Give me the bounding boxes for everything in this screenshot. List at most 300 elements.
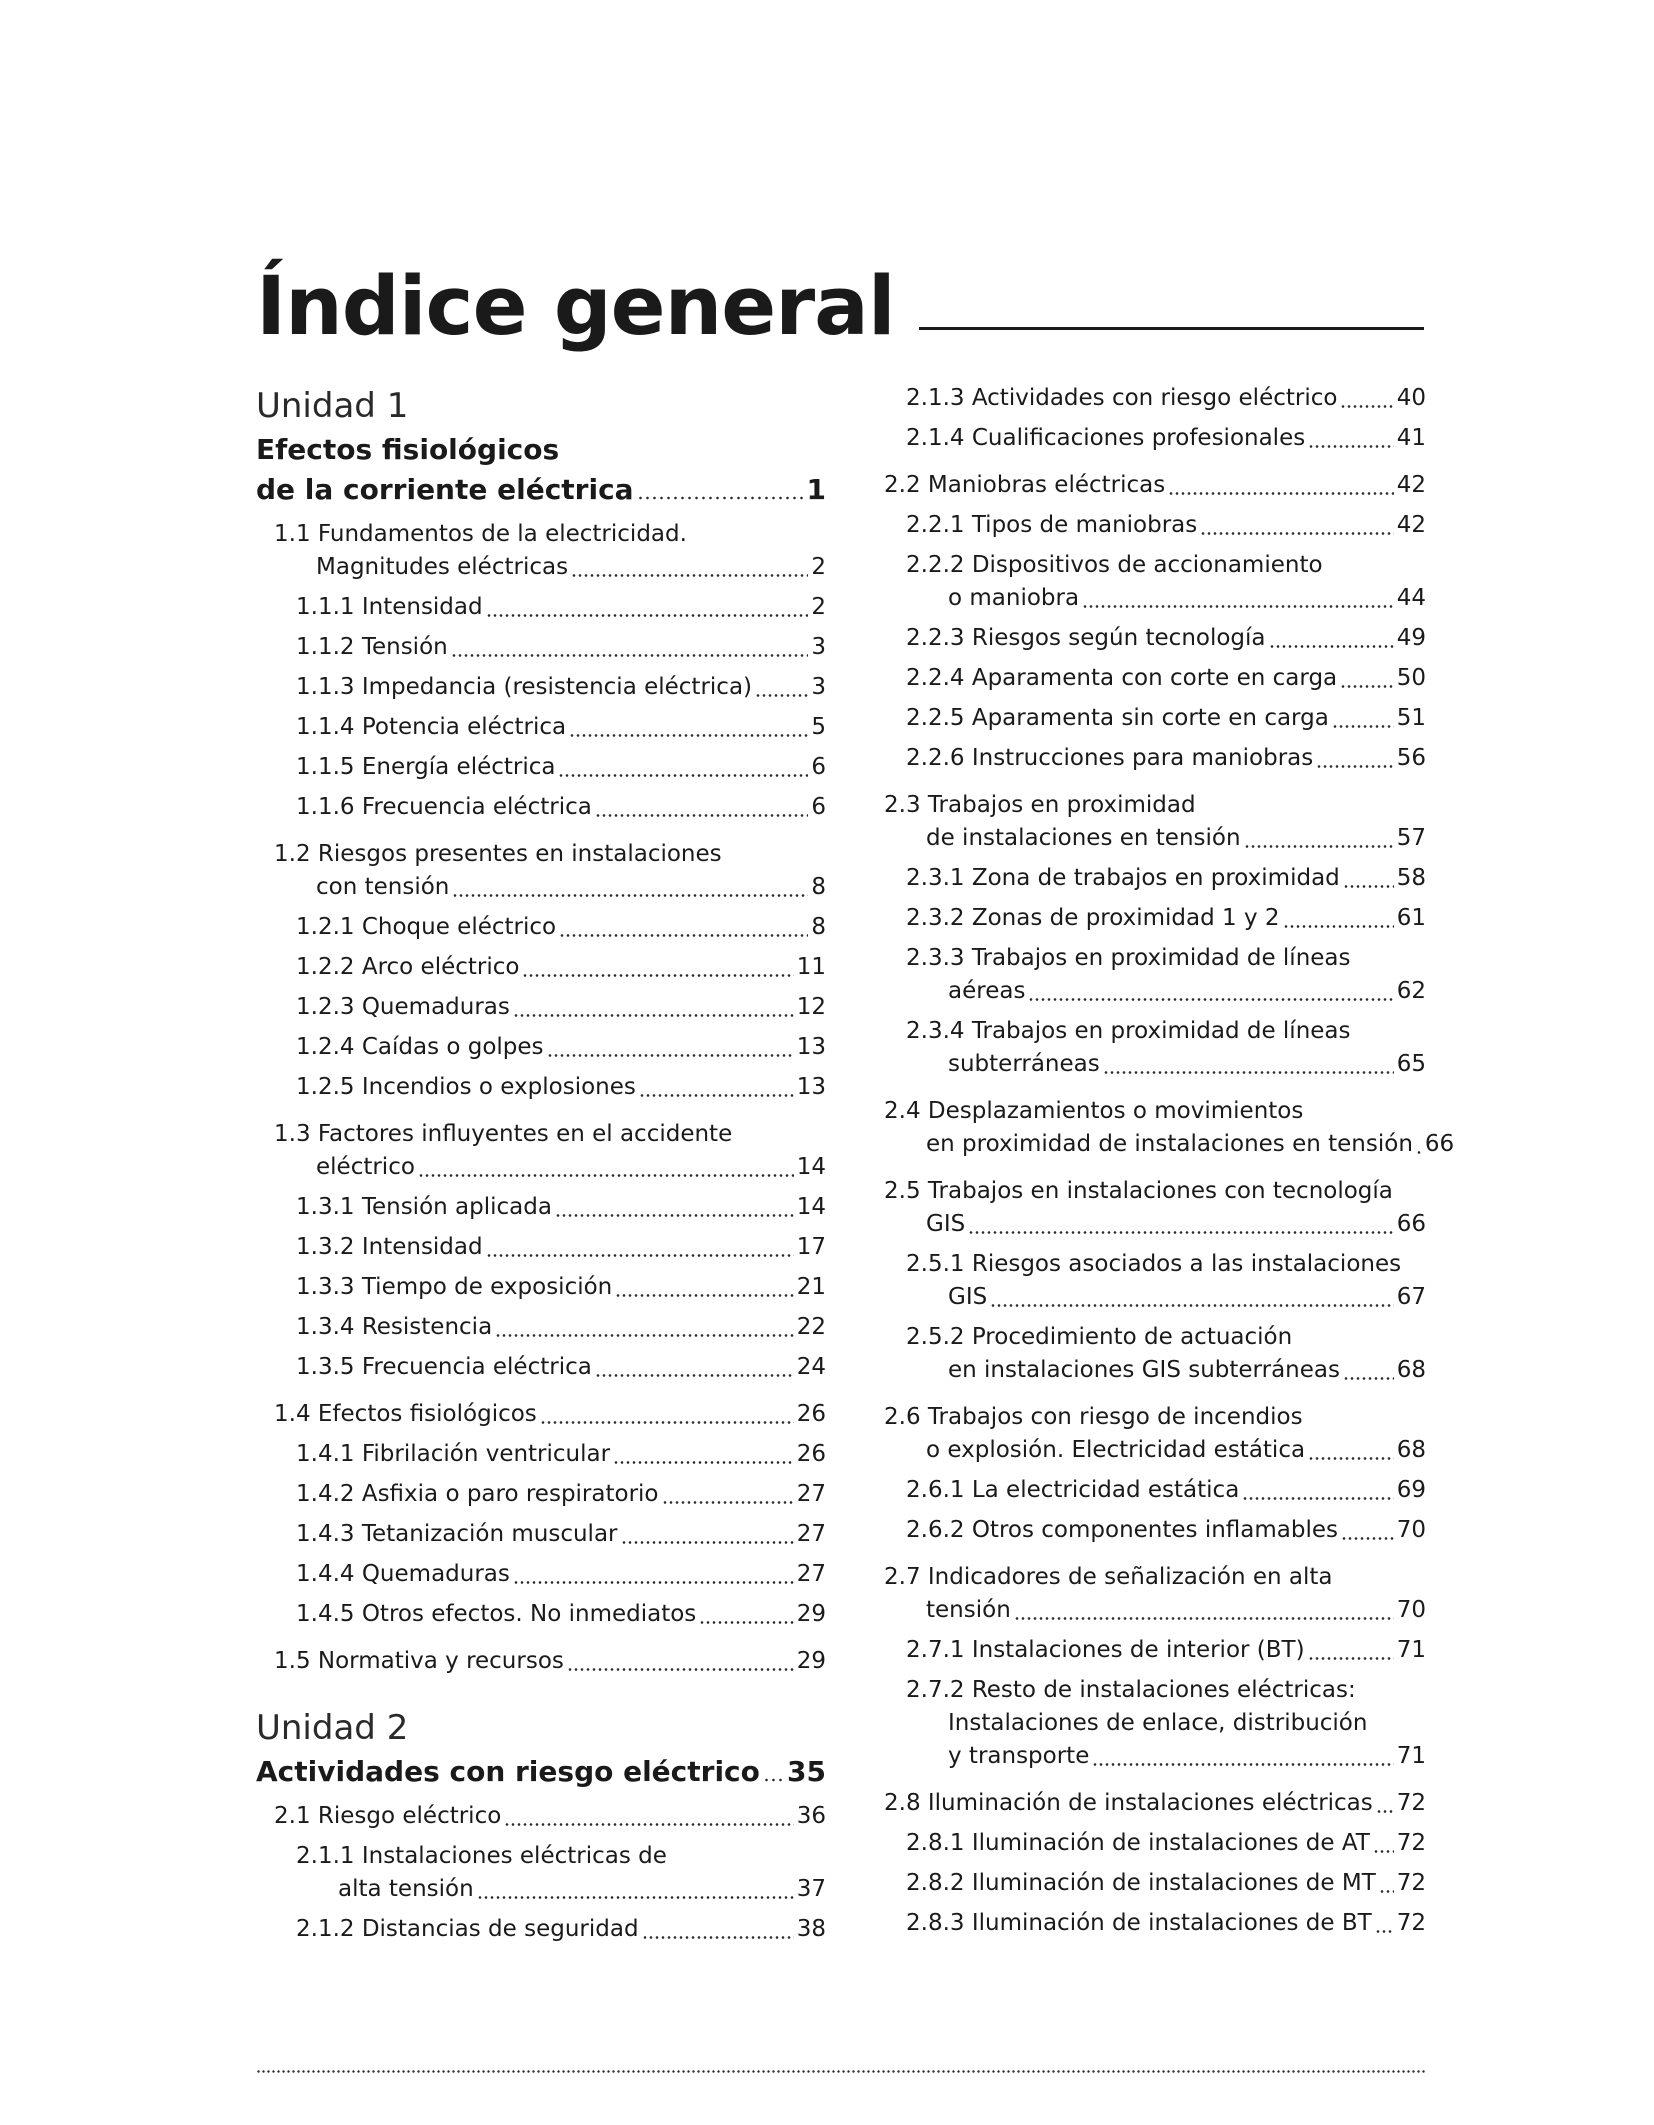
dot-leader xyxy=(1340,405,1393,408)
unit-label: Unidad 2 xyxy=(256,1708,409,1748)
unit-title-entry-text: de la corriente eléctrica xyxy=(256,473,634,506)
page-number: 41 xyxy=(1396,425,1426,451)
toc-entry-line xyxy=(906,1867,1426,1900)
toc-subsection[interactable] xyxy=(256,1191,826,1224)
toc-entry-text: 2.6 Trabajos con riesgo de incendios xyxy=(884,1404,1303,1430)
page-number: 38 xyxy=(796,1916,826,1942)
toc-entry-line xyxy=(906,1281,1426,1314)
dot-leader xyxy=(1341,1537,1394,1540)
toc-entry-line xyxy=(296,791,826,824)
toc-entry-line xyxy=(296,1558,826,1591)
toc-entry-line-text: 1.2.2 Arco eléctrico xyxy=(296,954,520,980)
toc-entry-line xyxy=(296,1598,826,1631)
page-number: 42 xyxy=(1396,472,1426,498)
page-number: 72 xyxy=(1396,1790,1426,1816)
toc-entry-line xyxy=(296,631,826,664)
dot-leader xyxy=(513,1581,794,1584)
toc-entry-line-text: aéreas xyxy=(948,978,1026,1004)
page-number: 37 xyxy=(796,1876,826,1902)
dot-leader xyxy=(1082,605,1394,608)
dot-leader xyxy=(555,1214,794,1217)
toc-subsection[interactable] xyxy=(866,382,1426,415)
dot-leader xyxy=(522,974,793,977)
dot-leader xyxy=(569,734,808,737)
toc-entry-line-text: 2.2.3 Riesgos según tecnología xyxy=(906,625,1266,651)
dot-leader xyxy=(1308,445,1394,448)
dot-leader xyxy=(558,774,808,777)
page-number: 70 xyxy=(1396,1517,1426,1543)
toc-entry-line xyxy=(906,702,1426,735)
dot-leader xyxy=(1308,1457,1394,1460)
dot-leader xyxy=(1283,925,1394,928)
toc-entry-line-text: 1.3.2 Intensidad xyxy=(296,1234,483,1260)
toc-entry-line xyxy=(906,509,1426,542)
dot-leader xyxy=(547,1054,794,1057)
toc-entry-line-text: 1.3.3 Tiempo de exposición xyxy=(296,1274,613,1300)
toc-subsection[interactable] xyxy=(256,1913,826,1946)
toc-section[interactable] xyxy=(256,1398,826,1431)
dot-leader xyxy=(1103,1071,1394,1074)
toc-entry-line xyxy=(906,1827,1426,1860)
toc-entry-text: 1.3 Factores influyentes en el accidente xyxy=(274,1121,733,1147)
toc-entry-line-text: 1.3.1 Tensión aplicada xyxy=(296,1194,552,1220)
toc-entry-line-text: 2.8.2 Iluminación de instalaciones de MT xyxy=(906,1870,1376,1896)
toc-entry-line xyxy=(906,1474,1426,1507)
toc-entry-line xyxy=(884,1128,1455,1161)
page-number: 57 xyxy=(1396,825,1426,851)
toc-entry-line-text: 1.4.3 Tetanización muscular xyxy=(296,1521,618,1547)
toc-entry-line xyxy=(906,1740,1426,1773)
toc-entry-line xyxy=(296,591,826,624)
page-number: 14 xyxy=(796,1194,826,1220)
toc-entry-line-text: 2.8 Iluminación de instalaciones eléctricas xyxy=(884,1790,1373,1816)
toc-entry-line-text: 1.4.2 Asfixia o paro respiratorio xyxy=(296,1481,659,1507)
toc-entry-line-text: 1.1.3 Impedancia (resistencia eléctrica) xyxy=(296,674,753,700)
page-number: 3 xyxy=(811,674,826,700)
toc-subsection[interactable] xyxy=(256,911,826,944)
page-number: 8 xyxy=(811,914,826,940)
toc-column-left xyxy=(256,382,826,1953)
dot-leader xyxy=(1269,645,1394,648)
toc-entry-line-text: 2.1 Riesgo eléctrico xyxy=(274,1803,502,1829)
toc-subsection[interactable] xyxy=(866,942,1426,1008)
toc-subsection[interactable] xyxy=(256,1840,826,1906)
toc-subsection[interactable] xyxy=(866,1634,1426,1667)
page-number: 56 xyxy=(1396,745,1426,771)
toc-entry-line-text: o maniobra xyxy=(948,585,1080,611)
toc-section[interactable] xyxy=(866,1787,1426,1820)
toc-entry-line xyxy=(906,862,1426,895)
dot-leader xyxy=(1200,532,1393,535)
page-number: 3 xyxy=(811,634,826,660)
toc-subsection[interactable] xyxy=(866,1907,1426,1940)
toc-entry-line-text: 1.4.4 Quemaduras xyxy=(296,1561,510,1587)
dot-leader xyxy=(495,1334,794,1337)
toc-entry-text: 2.7.2 Resto de instalaciones eléctricas: xyxy=(906,1677,1356,1703)
toc-entry-line-text: 1.4 Efectos fisiológicos xyxy=(274,1401,537,1427)
toc-subsection[interactable] xyxy=(866,1674,1426,1773)
page-number: 44 xyxy=(1396,585,1426,611)
toc-section[interactable] xyxy=(866,469,1426,502)
dot-leader xyxy=(699,1621,793,1624)
toc-entry-line xyxy=(884,469,1426,502)
dot-leader xyxy=(1343,885,1394,888)
toc-entry-line xyxy=(296,951,826,984)
toc-entry-line xyxy=(906,742,1426,775)
page-number: 72 xyxy=(1396,1910,1426,1936)
toc-entry-line-text: 1.5 Normativa y recursos xyxy=(274,1648,564,1674)
dot-leader xyxy=(1316,765,1393,768)
toc-entry-line xyxy=(274,1800,826,1833)
unit-title xyxy=(256,430,826,510)
dot-leader xyxy=(1242,1497,1393,1500)
toc-entry-text: 2.2.2 Dispositivos de accionamiento xyxy=(906,552,1323,578)
page-number: 13 xyxy=(796,1034,826,1060)
dot-leader xyxy=(968,1231,1394,1234)
page-number: 58 xyxy=(1396,865,1426,891)
toc-entry-line xyxy=(274,1398,826,1431)
toc-entry-line xyxy=(884,1787,1426,1820)
page-number: 69 xyxy=(1396,1477,1426,1503)
toc-entry-line xyxy=(906,662,1426,695)
dot-leader xyxy=(452,894,808,897)
toc-entry-line xyxy=(296,991,826,1024)
toc-entry-text: 2.5.1 Riesgos asociados a las instalaciones xyxy=(906,1251,1402,1277)
toc-subsection[interactable] xyxy=(866,549,1426,615)
toc-entry-line xyxy=(274,1645,826,1678)
toc-entry-line-text: y transporte xyxy=(948,1743,1090,1769)
toc-entry-line-text: 2.2.4 Aparamenta con corte en carga xyxy=(906,665,1338,691)
toc-entry-line xyxy=(906,1354,1426,1387)
toc-entry-line-text: subterráneas xyxy=(948,1051,1100,1077)
toc-entry-text: 2.5 Trabajos en instalaciones con tecnología xyxy=(884,1178,1393,1204)
toc-entry-line xyxy=(296,751,826,784)
page-number: 67 xyxy=(1396,1284,1426,1310)
page-number: 36 xyxy=(796,1803,826,1829)
toc-entry-line xyxy=(296,911,826,944)
toc-entry-line-text: 1.2.3 Quemaduras xyxy=(296,994,510,1020)
toc-entry-line xyxy=(906,1514,1426,1547)
toc-entry-line xyxy=(296,1873,826,1906)
page-number: 11 xyxy=(796,954,826,980)
page-number: 5 xyxy=(811,714,826,740)
unit-title-line: Efectos fisiológicos xyxy=(256,433,560,466)
dot-leader xyxy=(990,1304,1394,1307)
toc-entry-text: 2.3.4 Trabajos en proximidad de líneas xyxy=(906,1018,1351,1044)
toc-entry-line-text: tensión xyxy=(926,1597,1011,1623)
page-number: 27 xyxy=(796,1481,826,1507)
toc-subsection[interactable] xyxy=(866,1827,1426,1860)
toc-entry-line xyxy=(884,1594,1426,1627)
toc-entry-line-text: en instalaciones GIS subterráneas xyxy=(948,1357,1340,1383)
dot-leader xyxy=(477,1896,794,1899)
toc-column-right xyxy=(866,382,1455,1947)
toc-entry-line-text: Magnitudes eléctricas xyxy=(316,554,569,580)
toc-section[interactable] xyxy=(866,1561,1426,1627)
toc-entry-line xyxy=(296,1191,826,1224)
toc-entry-line xyxy=(296,711,826,744)
toc-entry-line-text: 1.2.1 Choque eléctrico xyxy=(296,914,557,940)
toc-subsection[interactable] xyxy=(866,1867,1426,1900)
toc-entry-line-text: 1.2.4 Caídas o golpes xyxy=(296,1034,544,1060)
toc-entry-text: 2.3 Trabajos en proximidad xyxy=(884,792,1196,818)
page-number: 6 xyxy=(811,794,826,820)
dot-leader xyxy=(1375,1930,1394,1933)
toc-subsection[interactable] xyxy=(866,862,1426,895)
page-number: 6 xyxy=(811,754,826,780)
toc-subsection[interactable] xyxy=(866,509,1426,542)
toc-subsection[interactable] xyxy=(866,702,1426,735)
footer-dotted-rule xyxy=(256,2070,1426,2073)
toc-subsection[interactable] xyxy=(256,591,826,624)
unit-label: Unidad 1 xyxy=(256,386,409,426)
page-number: 27 xyxy=(796,1521,826,1547)
toc-section[interactable] xyxy=(256,518,826,584)
dot-leader xyxy=(513,1014,794,1017)
dot-leader xyxy=(1244,845,1394,848)
toc-entry-line-text: 1.4.5 Otros efectos. No inmediatos xyxy=(296,1601,697,1627)
toc-subsection[interactable] xyxy=(866,1474,1426,1507)
page-number: 26 xyxy=(796,1441,826,1467)
toc-entry-line xyxy=(296,1478,826,1511)
unit-title-entry-text: Actividades con riesgo eléctrico xyxy=(256,1755,760,1788)
toc-subsection[interactable] xyxy=(256,991,826,1024)
toc-entry-line-text: con tensión xyxy=(316,874,450,900)
page-number: 72 xyxy=(1396,1830,1426,1856)
toc-section[interactable] xyxy=(866,789,1426,855)
toc-entry-line-text: 2.1.4 Cualificaciones profesionales xyxy=(906,425,1306,451)
page-number: 72 xyxy=(1396,1870,1426,1896)
page-number: 70 xyxy=(1396,1597,1426,1623)
dot-leader xyxy=(486,614,809,617)
title-row xyxy=(256,238,1424,354)
toc-subsection[interactable] xyxy=(866,422,1426,455)
toc-entry-text: 2.4 Desplazamientos o movimientos xyxy=(884,1098,1304,1124)
toc-section[interactable] xyxy=(866,1401,1426,1467)
dot-leader xyxy=(1376,1810,1394,1813)
dot-leader xyxy=(1373,1850,1394,1853)
toc-entry-line xyxy=(906,902,1426,935)
toc-entry-line xyxy=(884,1434,1426,1467)
toc-entry-line-text: 2.8.1 Iluminación de instalaciones de AT xyxy=(906,1830,1370,1856)
page-number: 35 xyxy=(787,1755,826,1788)
toc-entry-line-text: de instalaciones en tensión xyxy=(926,825,1241,851)
toc-subsection[interactable] xyxy=(256,1271,826,1304)
toc-entry-line-text: 1.1.6 Frecuencia eléctrica xyxy=(296,794,592,820)
toc-entry-line xyxy=(296,671,826,704)
dot-leader xyxy=(639,1094,794,1097)
page-number: 26 xyxy=(796,1401,826,1427)
toc-entry-line xyxy=(906,382,1426,415)
unit-title-entry xyxy=(256,470,826,510)
toc-subsection[interactable] xyxy=(256,1231,826,1264)
toc-subsection[interactable] xyxy=(256,1478,826,1511)
toc-entry-line xyxy=(274,551,826,584)
page-number: 68 xyxy=(1396,1357,1426,1383)
toc-subsection[interactable] xyxy=(866,662,1426,695)
toc-entry-line-text: 2.2.1 Tipos de maniobras xyxy=(906,512,1198,538)
toc-subsection[interactable] xyxy=(256,1071,826,1104)
title-rule xyxy=(919,327,1424,330)
page-number: 66 xyxy=(1424,1131,1455,1157)
toc-entry-line-text: en proximidad de instalaciones en tensión xyxy=(926,1131,1413,1157)
toc-subsection[interactable] xyxy=(256,1351,826,1384)
toc-subsection[interactable] xyxy=(256,631,826,664)
page-number: 49 xyxy=(1396,625,1426,651)
dot-leader xyxy=(504,1823,793,1826)
page-number: 13 xyxy=(796,1074,826,1100)
dot-leader xyxy=(1343,1377,1394,1380)
toc-subsection[interactable] xyxy=(866,1248,1426,1314)
toc-subsection[interactable] xyxy=(256,1438,826,1471)
toc-entry-line xyxy=(296,1913,826,1946)
toc-entry-line-text: eléctrico xyxy=(316,1154,415,1180)
page-number: 1 xyxy=(806,473,826,506)
dot-leader xyxy=(1014,1617,1394,1620)
toc-entry-line-text: 2.3.2 Zonas de proximidad 1 y 2 xyxy=(906,905,1280,931)
page-number: 50 xyxy=(1396,665,1426,691)
dot-leader xyxy=(559,934,808,937)
dot-leader xyxy=(1340,685,1394,688)
dot-leader xyxy=(1332,725,1394,728)
toc-entry-line-text: 1.3.4 Resistencia xyxy=(296,1314,493,1340)
page-number: 14 xyxy=(796,1154,826,1180)
toc-entry-line xyxy=(296,1518,826,1551)
page-number: 66 xyxy=(1396,1211,1426,1237)
toc-subsection[interactable] xyxy=(256,1518,826,1551)
toc-subsection[interactable] xyxy=(866,1015,1426,1081)
toc-entry-line-text: 2.2 Maniobras eléctricas xyxy=(884,472,1166,498)
toc-subsection[interactable] xyxy=(866,1321,1426,1387)
toc-entry-line-text: 1.1.1 Intensidad xyxy=(296,594,483,620)
toc-subsection[interactable] xyxy=(866,622,1426,655)
toc-subsection[interactable] xyxy=(866,1514,1426,1547)
dot-leader xyxy=(486,1254,794,1257)
page-number: 61 xyxy=(1396,905,1426,931)
toc-entry-line-text: 2.6.2 Otros componentes inflamables xyxy=(906,1517,1339,1543)
dot-leader xyxy=(662,1501,794,1504)
page-number: 42 xyxy=(1396,512,1426,538)
page-number: 71 xyxy=(1396,1637,1426,1663)
dot-leader xyxy=(1092,1763,1393,1766)
toc-entry-line xyxy=(296,1071,826,1104)
toc-entry-line xyxy=(906,1048,1426,1081)
toc-entry-text: 2.7 Indicadores de señalización en alta xyxy=(884,1564,1333,1590)
toc-entry-line-text: 2.3.1 Zona de trabajos en proximidad xyxy=(906,865,1340,891)
page-number: 62 xyxy=(1396,978,1426,1004)
toc-section[interactable] xyxy=(866,1095,1455,1161)
toc-entry-line xyxy=(296,1351,826,1384)
toc-entry-text: 2.5.2 Procedimiento de actuación xyxy=(906,1324,1293,1350)
toc-section[interactable] xyxy=(866,1175,1426,1241)
dot-leader xyxy=(642,1936,794,1939)
toc-section[interactable] xyxy=(256,1800,826,1833)
toc-entry-text: 2.1.1 Instalaciones eléctricas de xyxy=(296,1843,667,1869)
toc-entry-line-text: 1.1.5 Energía eléctrica xyxy=(296,754,556,780)
toc-entry-line xyxy=(884,822,1426,855)
toc-entry-line xyxy=(906,1634,1426,1667)
toc-entry-line xyxy=(906,622,1426,655)
toc-section[interactable] xyxy=(256,838,826,904)
toc-subsection[interactable] xyxy=(256,711,826,744)
page-number: 21 xyxy=(796,1274,826,1300)
dot-leader xyxy=(451,654,809,657)
page-number: 29 xyxy=(796,1648,826,1674)
toc-entry-line-text: o explosión. Electricidad estática xyxy=(926,1437,1306,1463)
toc-entry-text: 1.1 Fundamentos de la electricidad. xyxy=(274,521,687,547)
unit-title xyxy=(256,1752,826,1792)
dot-leader xyxy=(1168,492,1393,495)
dot-leader xyxy=(595,814,809,817)
toc-section[interactable] xyxy=(256,1645,826,1678)
toc-subsection[interactable] xyxy=(866,902,1426,935)
toc-entry-line-text: 2.8.3 Iluminación de instalaciones de BT xyxy=(906,1910,1372,1936)
toc-entry-text: 1.2 Riesgos presentes en instalaciones xyxy=(274,841,722,867)
dot-leader xyxy=(613,1461,794,1464)
dot-leader xyxy=(755,694,808,697)
toc-subsection[interactable] xyxy=(256,951,826,984)
toc-entry-line xyxy=(296,1311,826,1344)
toc-entry-line xyxy=(906,582,1426,615)
dot-leader xyxy=(615,1294,793,1297)
toc-subsection[interactable] xyxy=(256,1311,826,1344)
toc-entry-line xyxy=(296,1031,826,1064)
unit-title-entry xyxy=(256,1752,826,1792)
toc-entry-line xyxy=(296,1438,826,1471)
dot-leader xyxy=(1028,998,1393,1001)
toc-entry-line-text: 2.1.2 Distancias de seguridad xyxy=(296,1916,639,1942)
page-number: 71 xyxy=(1396,1743,1426,1769)
toc-subsection[interactable] xyxy=(866,742,1426,775)
toc-entry-line xyxy=(296,1231,826,1264)
toc-entry-line-text: GIS xyxy=(926,1211,966,1237)
page-number: 8 xyxy=(811,874,826,900)
page-number: 22 xyxy=(796,1314,826,1340)
page-title: Índice general xyxy=(256,260,895,354)
toc-section[interactable] xyxy=(256,1118,826,1184)
dot-leader xyxy=(1379,1890,1394,1893)
toc-entry-line-text: GIS xyxy=(948,1284,988,1310)
toc-entry-line-text: 2.2.6 Instrucciones para maniobras xyxy=(906,745,1314,771)
toc-entry-line xyxy=(884,1208,1426,1241)
toc-entry-line-text: 2.2.5 Aparamenta sin corte en carga xyxy=(906,705,1329,731)
dot-leader xyxy=(567,1668,794,1671)
page-number: 51 xyxy=(1396,705,1426,731)
toc-entry-line xyxy=(274,1151,826,1184)
page-number: 17 xyxy=(796,1234,826,1260)
toc-entry-line-text: alta tensión xyxy=(338,1876,474,1902)
dot-leader xyxy=(1308,1657,1394,1660)
toc-entry-line xyxy=(906,422,1426,455)
toc-entry-line-text: 1.1.2 Tensión xyxy=(296,634,448,660)
page-number: 2 xyxy=(811,594,826,620)
toc-subsection[interactable] xyxy=(256,1558,826,1591)
toc-subsection[interactable] xyxy=(256,1031,826,1064)
dot-leader xyxy=(621,1541,794,1544)
toc-subsection[interactable] xyxy=(256,791,826,824)
toc-entry-line-text: 2.7.1 Instalaciones de interior (BT) xyxy=(906,1637,1305,1663)
toc-subsection[interactable] xyxy=(256,751,826,784)
page-number: 12 xyxy=(796,994,826,1020)
toc-entry-line-text: 2.1.3 Actividades con riesgo eléctrico xyxy=(906,385,1338,411)
dot-leader xyxy=(418,1174,794,1177)
page-number: 65 xyxy=(1396,1051,1426,1077)
toc-entry-line-text: 1.3.5 Frecuencia eléctrica xyxy=(296,1354,592,1380)
page-number: 40 xyxy=(1396,385,1426,411)
toc-entry-line xyxy=(906,975,1426,1008)
toc-subsection[interactable] xyxy=(256,671,826,704)
toc-subsection[interactable] xyxy=(256,1598,826,1631)
